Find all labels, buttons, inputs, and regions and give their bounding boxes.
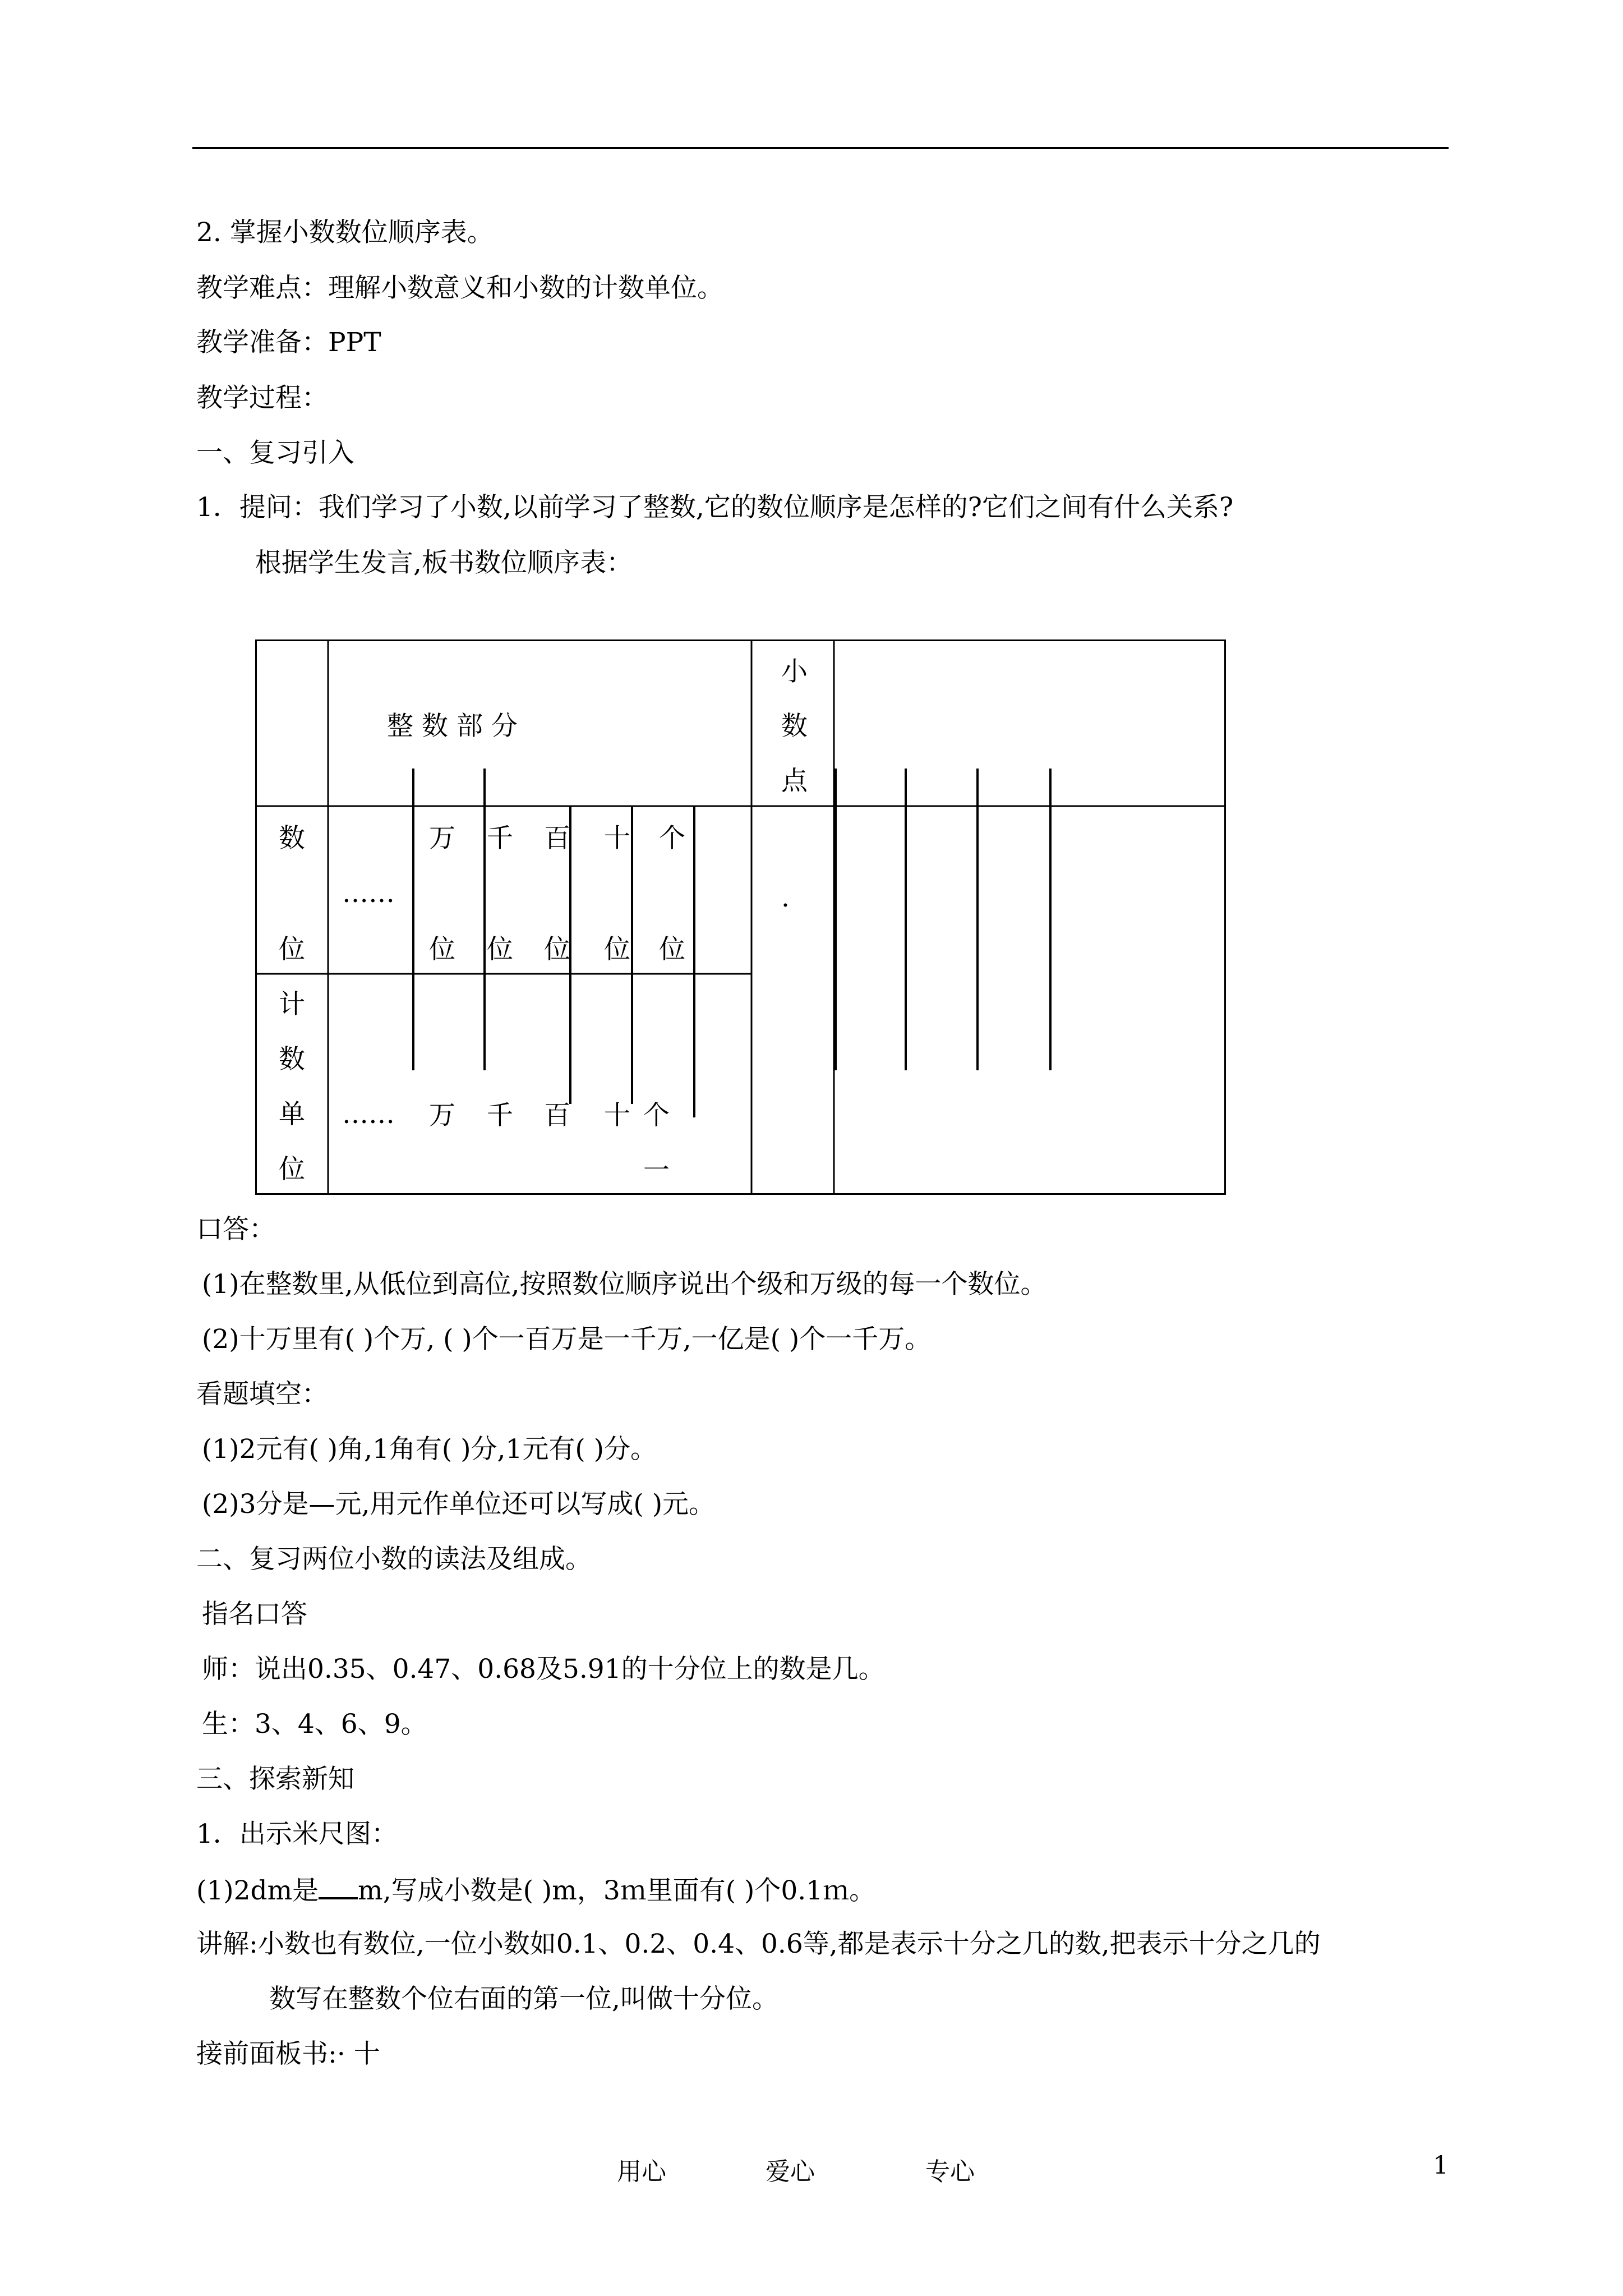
ruler-item-1-start: (1)2dm是 — [196, 1875, 319, 1906]
footer-word-1: 用心 — [617, 2157, 666, 2186]
digit-bottom-2: 位 — [487, 934, 513, 965]
footer-word-3: 专心 — [925, 2157, 975, 2186]
integer-part-label: 整 数 部 分 — [387, 711, 518, 742]
section-1-heading: 一、复习引入 — [196, 438, 354, 468]
ruler-item-1-end: m,写成小数是( )m，3ｍ里面有( )个0.1ｍ。 — [358, 1875, 876, 1906]
explanation-continued: 数写在整数个位右面的第一位,叫做十分位。 — [269, 1984, 778, 2014]
named-answer: 指名口答 — [202, 1599, 307, 1630]
decimal-point-label-3: 点 — [781, 766, 808, 797]
digit-row-ellipsis: …… — [342, 878, 395, 909]
row-label-unit-4: 位 — [279, 1154, 305, 1185]
student-answer: 生：3、4、6、9。 — [202, 1709, 427, 1740]
unit-bai: 百 — [544, 1100, 570, 1131]
unit-wan: 万 — [429, 1100, 455, 1131]
fill-blank-line — [319, 1872, 358, 1899]
decimal-point-label-2: 数 — [781, 711, 808, 742]
teacher-question: 师：说出0.35、0.47、0.68及5.91的十分位上的数是几。 — [202, 1654, 885, 1685]
teaching-process-heading: 教学过程： — [196, 383, 328, 413]
teaching-difficulty: 教学难点：理解小数意义和小数的计数单位。 — [196, 273, 723, 303]
unit-shi: 十 — [604, 1100, 630, 1131]
place-value-table — [255, 639, 1226, 1195]
fill-in-item-2: (2)3分是—元,用元作单位还可以写成( )元。 — [202, 1489, 716, 1520]
section-3-heading: 三、探索新知 — [196, 1764, 354, 1795]
row-label-unit-1: 计 — [279, 989, 305, 1020]
section-2-heading: 二、复习两位小数的读法及组成。 — [196, 1544, 592, 1575]
digit-top-shi: 十 — [604, 823, 630, 854]
unit-extra: 一 — [643, 1155, 670, 1186]
row-label-digit-1: 数 — [279, 823, 305, 854]
decimal-point-dot: . — [781, 882, 790, 913]
board-continue: 接前面板书:· 十 — [196, 2039, 380, 2069]
unit-row-ellipsis: …… — [342, 1099, 395, 1130]
fill-in-heading: 看题填空： — [196, 1379, 328, 1410]
digit-bottom-5: 位 — [659, 934, 685, 965]
explanation: 讲解:小数也有数位,一位小数如0.1、0.2、0.4、0.6等,都是表示十分之几的数,把表示十分之几的 — [196, 1929, 1321, 1959]
oral-answer-heading: 口答： — [196, 1214, 275, 1245]
fill-in-item-1: (1)2元有( )角,1角有( )分,1元有( )分。 — [202, 1434, 657, 1465]
unit-ge: 个 — [643, 1100, 670, 1131]
row-label-unit-2: 数 — [279, 1044, 305, 1075]
row-label-digit-2: 位 — [279, 934, 305, 965]
show-ruler: 1．出示米尺图： — [196, 1819, 398, 1849]
oral-item-1: (1)在整数里,从低位到高位,按照数位顺序说出个级和万级的每一个数位。 — [202, 1269, 1047, 1300]
objective-2: 2. 掌握小数数位顺序表。 — [196, 217, 494, 248]
decimal-point-label-1: 小 — [781, 656, 808, 687]
digit-bottom-1: 位 — [429, 934, 455, 965]
row-label-unit-3: 单 — [279, 1099, 305, 1130]
question-1: 1．提问：我们学习了小数,以前学习了整数,它的数位顺序是怎样的?它们之间有什么关系? — [196, 492, 1234, 523]
ruler-item-1 — [196, 1872, 875, 1908]
digit-top-wan: 万 — [429, 823, 455, 854]
digit-top-bai: 百 — [544, 823, 570, 854]
digit-bottom-4: 位 — [604, 934, 630, 965]
digit-top-qian: 千 — [487, 823, 513, 854]
footer-word-2: 爱心 — [766, 2157, 815, 2186]
digit-top-ge: 个 — [659, 823, 685, 854]
page-number: 1 — [1433, 2151, 1449, 2180]
header-rule — [192, 147, 1449, 149]
board-note: 根据学生发言,板书数位顺序表： — [255, 547, 633, 578]
unit-qian: 千 — [487, 1100, 513, 1131]
oral-item-2: (2)十万里有( )个万, ( )个一百万是一千万,一亿是( )个一千万。 — [202, 1324, 932, 1355]
digit-bottom-3: 位 — [544, 934, 570, 965]
teaching-preparation: 教学准备：PPT — [196, 327, 381, 358]
